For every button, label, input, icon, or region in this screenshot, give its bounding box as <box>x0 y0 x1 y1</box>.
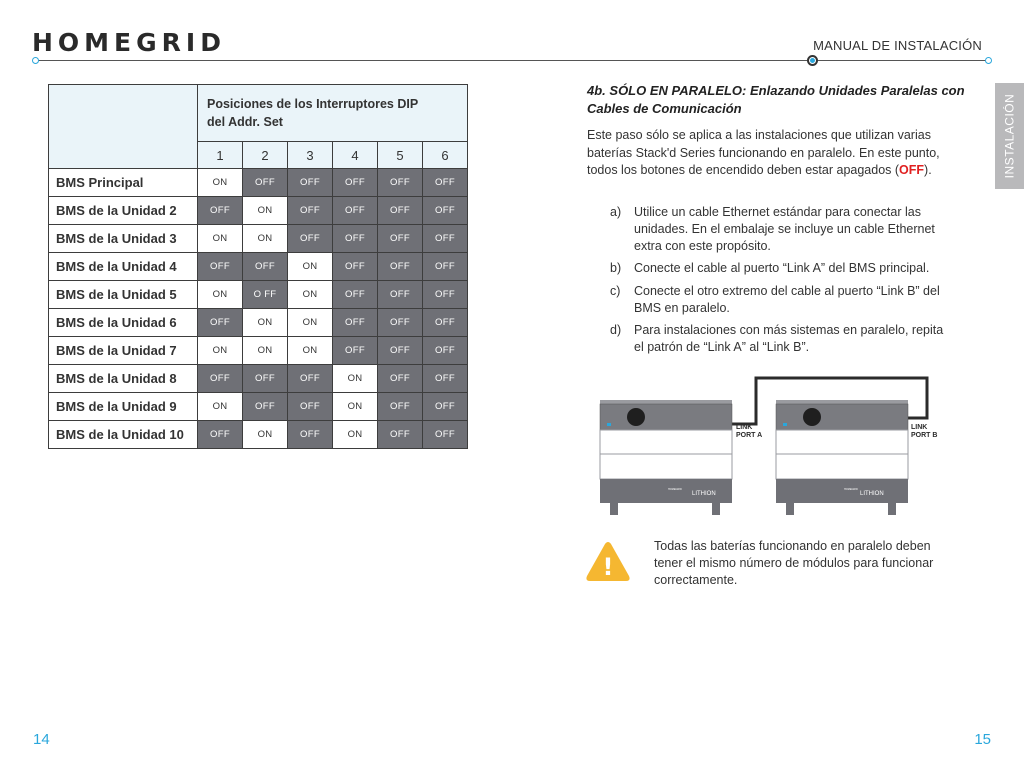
row-label: BMS de la Unidad 4 <box>49 253 198 281</box>
table-header-title: Posiciones de los Interruptores DIP del Addr. Set <box>198 85 468 142</box>
section-title: 4b. SÓLO EN PARALELO: Enlazando Unidades Paralelas con Cables de Comunicación <box>587 83 965 116</box>
table-row <box>49 197 468 225</box>
dip-switch-cell: OFF <box>198 197 243 225</box>
dip-switch-cell: OFF <box>333 225 378 253</box>
dip-switch-cell: OFF <box>378 281 423 309</box>
dip-switch-cell: ON <box>288 309 333 337</box>
table-row <box>49 365 468 393</box>
header-rule <box>36 60 988 61</box>
dip-switch-cell: OFF <box>333 253 378 281</box>
column-header-5: 5 <box>378 142 423 169</box>
svg-text:HOMEGRID: HOMEGRID <box>844 488 858 491</box>
row-label: BMS de la Unidad 5 <box>49 281 198 309</box>
dip-switch-cell: OFF <box>378 309 423 337</box>
dip-switch-cell: OFF <box>288 365 333 393</box>
dip-switch-cell: ON <box>243 337 288 365</box>
dip-switch-cell: ON <box>198 281 243 309</box>
dip-switch-cell: OFF <box>288 197 333 225</box>
dip-switch-cell: OFF <box>378 421 423 449</box>
section-side-tab[interactable] <box>995 83 1024 189</box>
step-item: c) Conecte el otro extremo del cable al puerto “Link B” del BMS en paralelo. <box>610 284 940 315</box>
dip-switch-cell: ON <box>198 393 243 421</box>
svg-text:LITHION: LITHION <box>860 491 884 497</box>
off-keyword: OFF <box>899 163 925 177</box>
dip-switch-cell: OFF <box>423 169 468 197</box>
homegrid-logo: HOMEGRID <box>32 28 226 57</box>
dip-switch-cell: ON <box>288 281 333 309</box>
dip-switch-cell: OFF <box>378 365 423 393</box>
dip-switch-cell: OFF <box>333 169 378 197</box>
dip-switch-cell: OFF <box>198 253 243 281</box>
dip-switch-cell: OFF <box>243 169 288 197</box>
dip-switch-cell: ON <box>333 421 378 449</box>
dip-switch-cell: OFF <box>423 309 468 337</box>
table-row <box>49 421 468 449</box>
dip-switch-cell: OFF <box>198 309 243 337</box>
dip-switch-cell: OFF <box>198 365 243 393</box>
table-row <box>49 253 468 281</box>
column-header-6: 6 <box>423 142 468 169</box>
battery-unit-b <box>776 400 908 515</box>
row-label: BMS de la Unidad 3 <box>49 225 198 253</box>
table-row <box>49 393 468 421</box>
dip-switch-cell: ON <box>243 225 288 253</box>
dip-switch-cell: OFF <box>378 197 423 225</box>
dip-switch-cell: OFF <box>288 421 333 449</box>
step-item: b) Conecte el cable al puerto “Link A” del BMS principal. <box>610 261 930 275</box>
svg-text:!: ! <box>602 553 614 581</box>
side-tab-label: INSTALACIÓN <box>1002 93 1017 179</box>
table-row <box>49 309 468 337</box>
column-header-1: 1 <box>198 142 243 169</box>
dip-switch-cell: ON <box>243 421 288 449</box>
svg-text:HOMEGRID: HOMEGRID <box>668 488 682 491</box>
column-header-2: 2 <box>243 142 288 169</box>
svg-text:LITHION: LITHION <box>692 491 716 497</box>
dip-switch-cell: OFF <box>423 253 468 281</box>
dip-switch-cell: OFF <box>423 337 468 365</box>
row-label: BMS de la Unidad 9 <box>49 393 198 421</box>
dip-switch-cell: ON <box>333 365 378 393</box>
dip-switch-cell: ON <box>198 225 243 253</box>
dip-switch-cell: ON <box>198 169 243 197</box>
rule-right-dot <box>985 57 992 64</box>
section-intro: Este paso sólo se aplica a las instalaciones que utilizan varias baterías Stack'd Series funcionando en paralelo. En este punto, todos los botones de encendido deben estar apagados (OFF). <box>587 128 940 177</box>
warning-icon <box>585 541 631 583</box>
warning-text: Todas las baterías funcionando en paralelo deben tener el mismo número de módulos para funcionar correctamente. <box>654 539 934 587</box>
dip-switch-cell: ON <box>243 309 288 337</box>
row-label: BMS de la Unidad 2 <box>49 197 198 225</box>
row-label: BMS de la Unidad 7 <box>49 337 198 365</box>
column-header-3: 3 <box>288 142 333 169</box>
dip-switch-cell: OFF <box>378 393 423 421</box>
dip-switch-cell: OFF <box>423 393 468 421</box>
link-port-b-line2: PORT B <box>911 432 938 439</box>
link-port-a-line2: PORT A <box>736 432 763 439</box>
manual-title: MANUAL DE INSTALACIÓN <box>813 38 982 53</box>
dip-switch-cell: OFF <box>243 365 288 393</box>
rule-left-dot <box>32 57 39 64</box>
dip-switch-table <box>48 84 468 449</box>
dip-switch-cell: OFF <box>333 281 378 309</box>
dip-switch-cell: ON <box>288 337 333 365</box>
row-label: BMS Principal <box>49 169 198 197</box>
dip-switch-cell: OFF <box>288 169 333 197</box>
dip-switch-cell: OFF <box>333 197 378 225</box>
dip-switch-cell: OFF <box>378 337 423 365</box>
dip-switch-cell: OFF <box>333 309 378 337</box>
dip-switch-cell: ON <box>333 393 378 421</box>
dip-switch-cell: OFF <box>378 253 423 281</box>
dip-switch-cell: OFF <box>288 393 333 421</box>
battery-unit-a <box>600 400 732 515</box>
page-number-left: 14 <box>33 731 50 748</box>
dip-switch-cell: OFF <box>423 365 468 393</box>
dip-switch-cell: ON <box>243 197 288 225</box>
rule-center-node <box>807 55 818 66</box>
dip-switch-cell: ON <box>288 253 333 281</box>
table-body <box>49 169 468 449</box>
column-header-4: 4 <box>333 142 378 169</box>
table-corner-cell <box>49 85 198 169</box>
dip-switch-cell: O FF <box>243 281 288 309</box>
page-number-right: 15 <box>974 731 991 748</box>
dip-switch-cell: OFF <box>243 253 288 281</box>
dip-switch-cell: OFF <box>378 225 423 253</box>
parallel-battery-diagram <box>596 374 976 519</box>
row-label: BMS de la Unidad 6 <box>49 309 198 337</box>
step-item: a) Utilice un cable Ethernet estándar para conectar las unidades. En el embalaje se incluye un cable Ethernet extra con este propósito. <box>610 205 935 253</box>
dip-switch-cell: OFF <box>198 421 243 449</box>
table-row <box>49 169 468 197</box>
step-item: d) Para instalaciones con más sistemas en paralelo, repita el patrón de “Link A” al “Link B”. <box>610 323 944 354</box>
dip-switch-cell: OFF <box>288 225 333 253</box>
table-row <box>49 281 468 309</box>
table-row <box>49 337 468 365</box>
link-port-a-line1: LINK <box>736 424 753 431</box>
row-label: BMS de la Unidad 10 <box>49 421 198 449</box>
dip-switch-cell: ON <box>198 337 243 365</box>
dip-switch-cell: OFF <box>423 197 468 225</box>
dip-switch-cell: OFF <box>378 169 423 197</box>
dip-switch-cell: OFF <box>423 281 468 309</box>
dip-switch-cell: OFF <box>423 421 468 449</box>
dip-switch-cell: OFF <box>423 225 468 253</box>
dip-switch-cell: OFF <box>243 393 288 421</box>
dip-switch-cell: OFF <box>333 337 378 365</box>
table-row <box>49 225 468 253</box>
row-label: BMS de la Unidad 8 <box>49 365 198 393</box>
link-port-b-line1: LINK <box>911 424 928 431</box>
